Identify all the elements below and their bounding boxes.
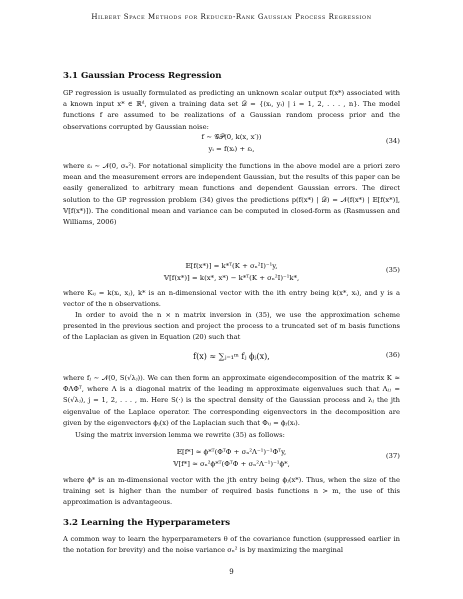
- equation-35-line-1: 𝔼[f(x*)] = k*ᵀ(K + σₙ²I)⁻¹y,: [185, 262, 278, 270]
- paragraph-approximation: In order to avoid the n × n matrix inversion in (35), we use the approximation scheme presented in the previous section and project the process to a truncated set of m basis functions of the Laplacian as given in Equation (20) such that: [63, 311, 400, 342]
- equation-35-number: (35): [385, 266, 400, 274]
- equation-37-line-1: 𝔼[f*] ≈ ϕ*ᵀ(ΦᵀΦ + σₙ²Λ⁻¹)⁻¹Φᵀy,: [176, 448, 287, 456]
- equation-34-number: (34): [385, 137, 400, 145]
- paragraph-kernel-def: where Kᵢⱼ = k(xᵢ, xⱼ), k* is an n-dimensional vector with the ith entry being k(x*, xᵢ), and y is a vector of the n observations.: [63, 289, 400, 309]
- equation-35-line-2: 𝕍[f(x*)] = k(x*, x*) − k*ᵀ(K + σₙ²I)⁻¹k*,: [163, 274, 300, 282]
- section-title-3-2: 3.2 Learning the Hyperparameters: [63, 518, 231, 528]
- equation-34-line-1: f ∼ 𝒢𝒫(0, k(x, x′)): [201, 133, 262, 141]
- paragraph-hyperparameters: A common way to learn the hyperparameters θ of the covariance function (suppressed earlier in the notation for brevity) and the noise variance σₙ² is by maximizing the marginal: [63, 535, 400, 555]
- equation-34-line-2: yᵢ = f(xᵢ) + εᵢ,: [208, 145, 255, 153]
- equation-36-number: (36): [385, 351, 400, 359]
- equation-36: [63, 347, 400, 367]
- equation-37-number: (37): [385, 452, 400, 460]
- equation-37: [63, 446, 400, 470]
- section-title-3-1: 3.1 Gaussian Process Regression: [63, 71, 222, 81]
- running-head: Hilbert Space Methods for Reduced-Rank Gaussian Process Regression: [91, 13, 372, 21]
- paragraph-gp-intro: GP regression is usually formulated as predicting an unknown scalar output f(x*) associated with a known input x* ∈ ℝᵈ, given a training data set 𝒟 = {(xᵢ, yᵢ) | i = 1, 2, . . . , n}. The model functions f are assumed to be realizations of a Gaussian random process prior and the observations corrupted by Gaussian noise:: [63, 89, 400, 131]
- paragraph-advantage: where ϕ* is an m-dimensional vector with the jth entry being ϕⱼ(x*). Thus, when the size of the training set is higher than the number of required basis functions n > m, the use of this approximation is advantageous.: [63, 476, 400, 507]
- equation-37-line-2: 𝕍[f*] ≈ σₙ²ϕ*ᵀ(ΦᵀΦ + σₙ²Λ⁻¹)⁻¹ϕ*,: [173, 460, 290, 468]
- equation-34: [63, 131, 400, 155]
- page-number: 9: [229, 568, 234, 576]
- equation-35: [63, 260, 400, 284]
- equation-36-body: f(x) ≈ ∑ⱼ₌₁ᵐ fⱼ ϕⱼ(x),: [193, 352, 270, 361]
- paragraph-gp-solution: where εᵢ ∼ 𝒩(0, σₙ²). For notational simplicity the functions in the above model are a priori zero mean and the measurement errors are independent Gaussian, but the results of this paper can be easily generalized to arbitrary mean functions and dependent Gaussian errors. The direct solution to the GP regression problem (34) gives the predictions p(f(x*) | 𝒟) = 𝒩(f(x*) | 𝔼[f(x*)], 𝕍[f(x*)]). The conditional mean and variance can be computed in closed-form as (Rasmussen and Williams, 2006): [63, 162, 400, 227]
- paragraph-eigendecomposition: where fⱼ ∼ 𝒩(0, S(√λⱼ)). We can then form an approximate eigendecomposition of the matrix K ≈ ΦΛΦᵀ, where Λ is a diagonal matrix of the leading m approximate eigenvalues such that Λⱼⱼ = S(√λⱼ), j = 1, 2, . . . , m. Here S(·) is the spectral density of the Gaussian process and λⱼ the jth eigenvalue of the Laplace operator. The corresponding eigenvectors in the decomposition are given by the eigenvectors ϕⱼ(x) of the Laplacian such that Φᵢⱼ = ϕⱼ(xᵢ).: [63, 374, 400, 427]
- paragraph-matrix-inversion: Using the matrix inversion lemma we rewrite (35) as follows:: [75, 431, 285, 439]
